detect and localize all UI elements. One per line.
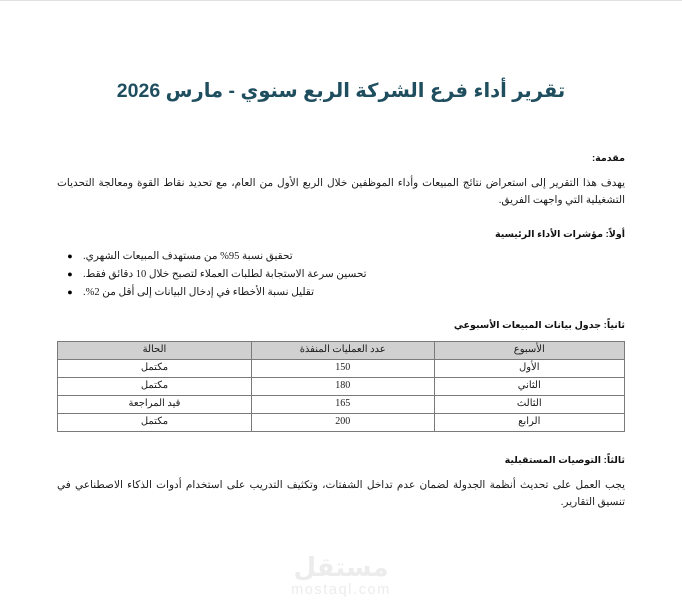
- kpi-list: [57, 249, 625, 301]
- intro-heading: مقدمة:: [591, 153, 625, 165]
- table-row: [58, 377, 625, 395]
- watermark: [0, 551, 682, 598]
- sales-table-heading: ثانياً: جدول بيانات المبيعات الأسبوعي: [453, 320, 625, 332]
- kpi-heading: أولاً: مؤشرات الأداء الرئيسية: [494, 228, 625, 240]
- bullet-icon: ●: [67, 286, 73, 297]
- table-header-row: [58, 341, 625, 359]
- watermark-domain-text: mostaql.com: [291, 581, 391, 598]
- column-header-count: عدد العمليات المنفذة: [251, 341, 434, 359]
- table-row: [58, 413, 625, 431]
- list-item: [57, 285, 625, 302]
- cell-status: مكتمل: [58, 359, 252, 377]
- table-row: [58, 395, 625, 413]
- intro-paragraph: يهدف هذا التقرير إلى استعراض نتائج المبيعات وأداء الموظفين خلال الربع الأول من العام، مع تحديد نقاط القوة ومعالجة التحديات التشغيلية التي واجهت الفريق.: [57, 177, 625, 206]
- recommendations-heading: ثالثاً: التوصيات المستقبلية: [504, 454, 625, 466]
- cell-week: الثالث: [434, 395, 625, 413]
- cell-count: 150: [251, 359, 434, 377]
- column-header-status: الحالة: [58, 341, 252, 359]
- bullet-icon: ●: [67, 250, 73, 261]
- recommendations-paragraph: يجب العمل على تحديث أنظمة الجدولة لضمان عدم تداخل الشفتات، وتكثيف التدريب على استخدام أدوات الذكاء الاصطناعي في تنسيق التقارير.: [57, 479, 625, 508]
- cell-status: مكتمل: [58, 377, 252, 395]
- cell-count: 165: [251, 395, 434, 413]
- cell-week: الثاني: [434, 377, 625, 395]
- table-row: [58, 359, 625, 377]
- cell-week: الرابع: [434, 413, 625, 431]
- list-item: [57, 249, 625, 266]
- kpi-item-text: تحقيق نسبة 95% من مستهدف المبيعات الشهري.: [83, 250, 293, 262]
- bullet-icon: ●: [67, 268, 73, 279]
- kpi-item-text: تحسين سرعة الاستجابة لطلبات العملاء لتصبح خلال 10 دقائق فقط.: [83, 268, 367, 280]
- cell-count: 200: [251, 413, 434, 431]
- page-title: تقرير أداء فرع الشركة الربع سنوي - مارس 2026: [116, 80, 566, 102]
- cell-count: 180: [251, 377, 434, 395]
- cell-status: قيد المراجعة: [58, 395, 252, 413]
- sales-data-table: [57, 341, 625, 432]
- kpi-item-text: تقليل نسبة الأخطاء في إدخال البيانات إلى أقل من 2%.: [83, 286, 315, 298]
- column-header-week: الأسبوع: [434, 341, 625, 359]
- document-body: [0, 1, 682, 511]
- cell-status: مكتمل: [58, 413, 252, 431]
- watermark-arabic-logo: مستقل: [293, 551, 389, 582]
- list-item: [57, 267, 625, 284]
- cell-week: الأول: [434, 359, 625, 377]
